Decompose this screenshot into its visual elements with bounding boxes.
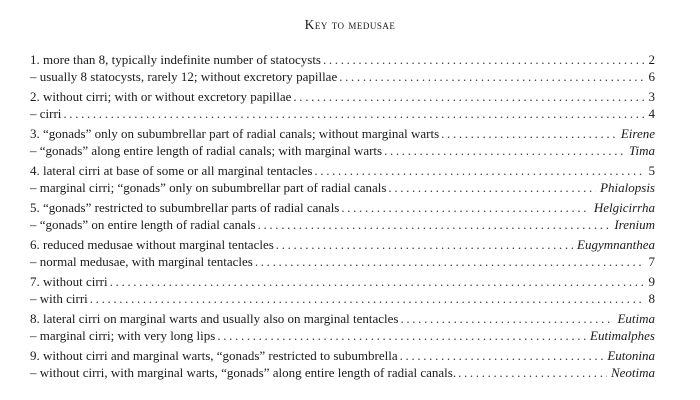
lead-target: 4: [648, 105, 655, 121]
dot-leader: [276, 237, 573, 254]
key-couplet: [30, 274, 655, 307]
lead-target-taxon: Eutonina: [607, 348, 655, 363]
lead-target-taxon: Helgicirrha: [593, 200, 655, 215]
key-lead: [30, 52, 655, 69]
key-lead: [30, 89, 655, 106]
identification-key: [30, 52, 655, 385]
lead-target: 8: [648, 290, 655, 306]
lead-text: – usually 8 statocysts, rarely 12; without excretory papillae: [30, 68, 338, 84]
lead-text: 1. more than 8, typically indefinite number of statocysts: [30, 52, 321, 67]
dot-leader: [400, 311, 613, 328]
key-lead: [30, 106, 655, 123]
key-lead: [30, 163, 655, 180]
lead-text: 4. lateral cirri at base of some or all marginal tentacles: [30, 163, 313, 178]
key-lead: [30, 274, 655, 291]
dot-leader: [255, 254, 645, 271]
dot-leader: [388, 180, 596, 197]
dot-leader: [341, 200, 589, 217]
key-lead: [30, 348, 655, 365]
key-lead: [30, 217, 655, 234]
key-lead: [30, 200, 655, 217]
lead-text: 3. “gonads” only on subumbrellar part of radial canals; without marginal warts: [30, 126, 440, 141]
key-lead: [30, 365, 655, 382]
lead-target-taxon: Eutimalphes: [590, 327, 655, 343]
lead-text: – “gonads” along entire length of radial canals; with marginal warts: [30, 142, 383, 158]
lead-text: 7. without cirri: [30, 274, 108, 289]
lead-target: 7: [648, 253, 655, 269]
key-couplet: [30, 126, 655, 159]
key-couplet: [30, 311, 655, 344]
lead-text: 9. without cirri and marginal warts, “gonads” restricted to subumbrella: [30, 348, 398, 363]
dot-leader: [258, 217, 611, 234]
lead-target-taxon: Phialopsis: [600, 179, 655, 195]
lead-target: 9: [648, 274, 655, 289]
lead-text: – marginal cirri; with very long lips: [30, 327, 216, 343]
lead-target-taxon: Eugymnanthea: [577, 237, 655, 252]
dot-leader: [339, 69, 644, 86]
lead-text: – with cirri: [30, 290, 88, 306]
lead-target: 2: [648, 52, 655, 67]
dot-leader: [323, 52, 645, 69]
key-couplet: [30, 163, 655, 196]
lead-text: – “gonads” on entire length of radial canals: [30, 216, 256, 232]
key-lead: [30, 180, 655, 197]
key-lead: [30, 143, 655, 160]
lead-target-taxon: Eirene: [620, 126, 655, 141]
dot-leader: [400, 348, 604, 365]
lead-target: 6: [648, 68, 655, 84]
key-couplet: [30, 237, 655, 270]
key-lead: [30, 126, 655, 143]
key-lead: [30, 328, 655, 345]
dot-leader: [293, 89, 644, 106]
dot-leader: [217, 328, 586, 345]
key-lead: [30, 291, 655, 308]
lead-target-taxon: Irenium: [614, 216, 655, 232]
key-couplet: [30, 348, 655, 381]
key-lead: [30, 311, 655, 328]
lead-text: – marginal cirri; “gonads” only on subumbrellar part of radial canals: [30, 179, 387, 195]
dot-leader: [90, 291, 645, 308]
dot-leader: [384, 143, 625, 160]
lead-text: – without cirri, with marginal warts, “gonads” along entire length of radial canals.: [30, 364, 457, 380]
lead-text: – cirri: [30, 105, 62, 121]
lead-target-taxon: Neotima: [610, 364, 655, 380]
lead-text: 8. lateral cirri on marginal warts and usually also on marginal tentacles: [30, 311, 399, 326]
lead-text: 5. “gonads” restricted to subumbrellar parts of radial canals: [30, 200, 340, 215]
key-lead: [30, 69, 655, 86]
dot-leader: [63, 106, 644, 123]
lead-target: 5: [648, 163, 655, 178]
lead-target: 3: [648, 89, 655, 104]
lead-text: – normal medusae, with marginal tentacles: [30, 253, 253, 269]
key-couplet: [30, 52, 655, 85]
key-title: Key to medusae: [304, 17, 396, 32]
dot-leader: [441, 126, 617, 143]
key-couplet: [30, 200, 655, 233]
key-lead: [30, 254, 655, 271]
lead-target-taxon: Eutima: [617, 311, 655, 326]
key-lead: [30, 237, 655, 254]
dot-leader: [314, 163, 644, 180]
dot-leader: [458, 365, 607, 382]
lead-text: 2. without cirri; with or without excretory papillae: [30, 89, 292, 104]
lead-text: 6. reduced medusae without marginal tentacles: [30, 237, 274, 252]
lead-target-taxon: Tima: [628, 142, 655, 158]
dot-leader: [110, 274, 645, 291]
key-couplet: [30, 89, 655, 122]
